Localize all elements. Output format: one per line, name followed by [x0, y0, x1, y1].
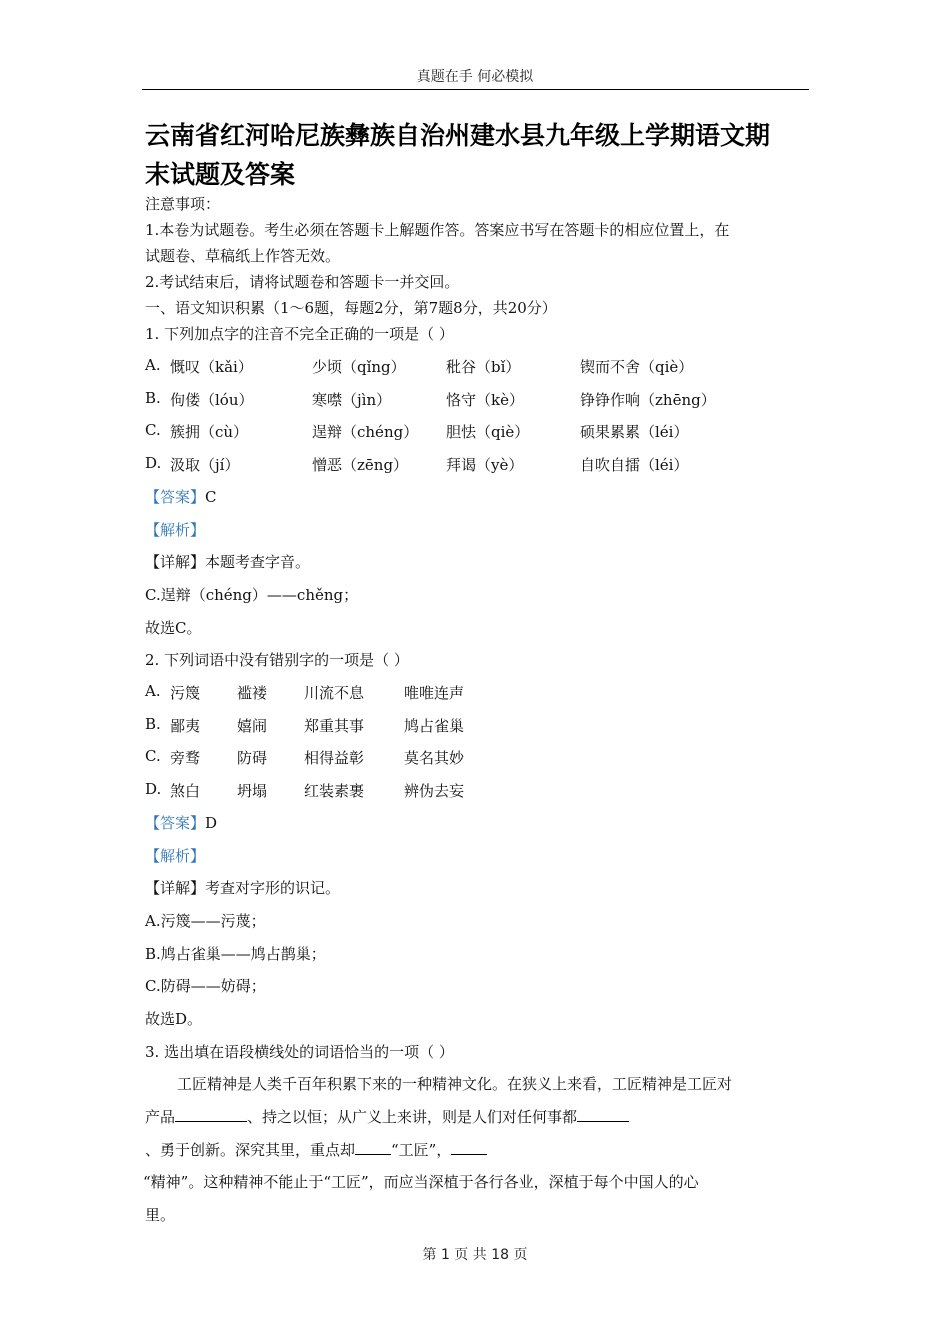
document-title-line-1: 云南省红河哈尼族彝族自治州建水县九年级上学期语文期 [145, 121, 771, 150]
q2-explanation-a: A.污篾——污蔑； [145, 912, 266, 930]
q1-stem: 1. 下列加点字的注音不完全正确的一项是（ ） [145, 325, 454, 343]
option-item: 旁骛 [170, 749, 201, 767]
option-item: 慨叹（kǎi） [170, 358, 253, 376]
page-footer: 第 1 页 共 18 页 [422, 1247, 528, 1263]
q2-conclusion: 故选D。 [145, 1010, 203, 1028]
option-item: 憎恶（zēng） [312, 456, 409, 474]
option-item: 少顷（qǐng） [312, 358, 406, 376]
q1-analysis-tag: 【解析】 [145, 521, 206, 539]
q3-passage-line-4: “精神”。这种精神不能止于“工匠”，而应当深植于各行各业，深植于每个中国人的心 [143, 1173, 699, 1191]
option-label: B. [145, 389, 161, 407]
option-item: 恪守（kè） [446, 391, 524, 409]
option-item: 川流不息 [304, 684, 365, 702]
q3-stem: 3. 选出填在语段横线处的词语恰当的一项（ ） [145, 1043, 454, 1061]
passage-text: “工匠”， [391, 1141, 452, 1159]
option-label: C. [145, 421, 161, 439]
option-item: 郑重其事 [304, 717, 365, 735]
option-item: 防碍 [237, 749, 268, 767]
option-item: 污篾 [170, 684, 201, 702]
blank-2 [577, 1107, 629, 1122]
q2-detail: 【详解】考查对字形的识记。 [145, 879, 341, 897]
option-item: 煞白 [170, 782, 201, 800]
notice-item-1a: 1.本卷为试题卷。考生必须在答题卡上解题作答。答案应书写在答题卡的相应位置上，在 [145, 221, 730, 239]
blank-4 [451, 1140, 487, 1155]
option-item: 褴褛 [237, 684, 268, 702]
notice-item-1b: 试题卷、草稿纸上作答无效。 [145, 247, 341, 265]
option-item: 辨伪去妄 [404, 782, 465, 800]
passage-text: 产品 [145, 1108, 176, 1126]
option-item: 相得益彰 [304, 749, 365, 767]
q1-detail: 【详解】本题考查字音。 [145, 553, 311, 571]
q2-stem: 2. 下列词语中没有错别字的一项是（ ） [145, 651, 409, 669]
passage-text: 、持之以恒；从广义上来讲，则是人们对任何事都 [247, 1108, 578, 1126]
q1-conclusion: 故选C。 [145, 619, 202, 637]
q3-passage-line-5: 里。 [145, 1206, 176, 1224]
q1-answer [145, 486, 217, 507]
option-item: 嬉闹 [237, 717, 268, 735]
option-item: 莫名其妙 [404, 749, 465, 767]
option-item: 秕谷（bǐ） [446, 358, 521, 376]
q2-explanation-c: C.防碍——妨碍； [145, 977, 266, 995]
option-item: 铮铮作响（zhēng） [580, 391, 716, 409]
answer-tag: 【答案】 [145, 488, 206, 506]
passage-text: 、勇于创新。深究其里，重点却 [145, 1141, 356, 1159]
option-label: A. [145, 356, 161, 374]
answer-value: D [205, 814, 218, 832]
option-label: B. [145, 715, 161, 733]
option-item: 汲取（jí） [170, 456, 240, 474]
q1-explanation-line: C.逞辩（chéng）——chěng； [145, 586, 359, 604]
document-title-line-2: 末试题及答案 [145, 160, 296, 189]
blank-1 [175, 1107, 247, 1122]
option-label: D. [145, 454, 162, 472]
answer-tag: 【答案】 [145, 814, 206, 832]
option-item: 硕果累累（léi） [580, 423, 689, 441]
q2-explanation-b: B.鸠占雀巢——鸠占鹊巢； [145, 945, 326, 963]
option-item: 红装素裹 [304, 782, 365, 800]
option-item: 逞辩（chéng） [312, 423, 419, 441]
option-item: 胆怯（qiè） [446, 423, 530, 441]
page-header: 真题在手 何必模拟 [416, 69, 534, 85]
option-label: D. [145, 780, 162, 798]
q3-passage-line-1: 工匠精神是人类千百年积累下来的一种精神文化。在狭义上来看，工匠精神是工匠对 [177, 1075, 733, 1093]
q3-passage-line-3 [145, 1139, 487, 1160]
option-item: 簇拥（cù） [170, 423, 249, 441]
option-item: 自吹自擂（léi） [580, 456, 689, 474]
notice-item-2: 2.考试结束后，请将试题卷和答题卡一并交回。 [145, 273, 460, 291]
notice-heading: 注意事项： [145, 195, 221, 213]
q3-passage-line-2 [145, 1106, 629, 1127]
option-item: 拜谒（yè） [446, 456, 524, 474]
option-item: 佝偻（lóu） [170, 391, 254, 409]
header-rule [142, 89, 809, 90]
option-label: A. [145, 682, 161, 700]
blank-3 [355, 1140, 391, 1155]
q2-analysis-tag: 【解析】 [145, 847, 206, 865]
answer-value: C [205, 488, 217, 506]
option-label: C. [145, 747, 161, 765]
q2-answer [145, 812, 217, 833]
option-item: 寒噤（jìn） [312, 391, 392, 409]
option-item: 锲而不舍（qiè） [580, 358, 694, 376]
option-item: 鸠占雀巢 [404, 717, 465, 735]
section-1-heading: 一、语文知识积累（1～6题，每题2分，第7题8分，共20分） [145, 299, 557, 317]
option-item: 唯唯连声 [404, 684, 465, 702]
option-item: 坍塌 [237, 782, 268, 800]
option-item: 鄙夷 [170, 717, 201, 735]
